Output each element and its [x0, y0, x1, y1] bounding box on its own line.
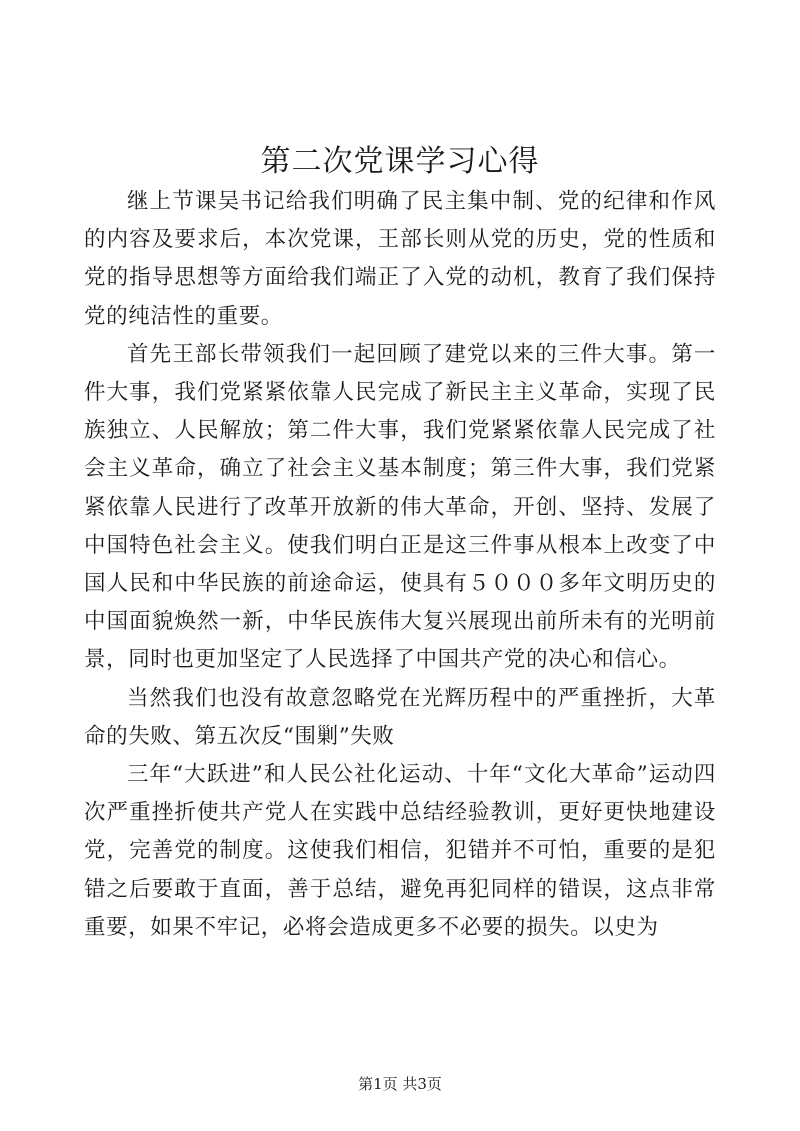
- paragraph: 三年“大跃进”和人民公社化运动、十年“文化大革命”运动四次严重挫折使共产党人在实践中总结经验教训，更好更快地建设党，完善党的制度。这使我们相信，犯错并不可怕，重要的是犯错之后要敢于直面，善于总结，避免再犯同样的错误，这点非常重要，如果不牢记，必将会造成更多不必要的损失。以史为: [84, 762, 716, 940]
- paragraph: 当然我们也没有故意忽略党在光辉历程中的严重挫折，大革命的失败、第五次反“围剿”失败: [84, 685, 716, 749]
- paragraph: 首先王部长带领我们一起回顾了建党以来的三件大事。第一件大事，我们党紧紧依靠人民完成了新民主主义革命，实现了民族独立、人民解放；第二件大事，我们党紧紧依靠人民完成了社会主义革命，确立了社会主义基本制度；第三件大事，我们党紧紧依靠人民进行了改革开放新的伟大革命，开创、坚持、发展了中国特色社会主义。使我们明白正是这三件事从根本上改变了中国人民和中华民族的前途命运，使具有５０００多年文明历史的中国面貌焕然一新，中华民族伟大复兴展现出前所未有的光明前景，同时也更加坚定了人民选择了中国共产党的决心和信心。: [84, 341, 716, 673]
- paragraph: 继上节课吴书记给我们明确了民主集中制、党的纪律和作风的内容及要求后，本次党课，王部长则从党的历史，党的性质和党的指导思想等方面给我们端正了入党的动机，教育了我们保持党的纯洁性的重要。: [84, 189, 716, 329]
- page-title: 第二次党课学习心得: [260, 144, 540, 179]
- page-number-label: 第1页 共3页: [358, 1075, 442, 1093]
- document-body: [84, 183, 716, 947]
- page-footer: [0, 1074, 800, 1094]
